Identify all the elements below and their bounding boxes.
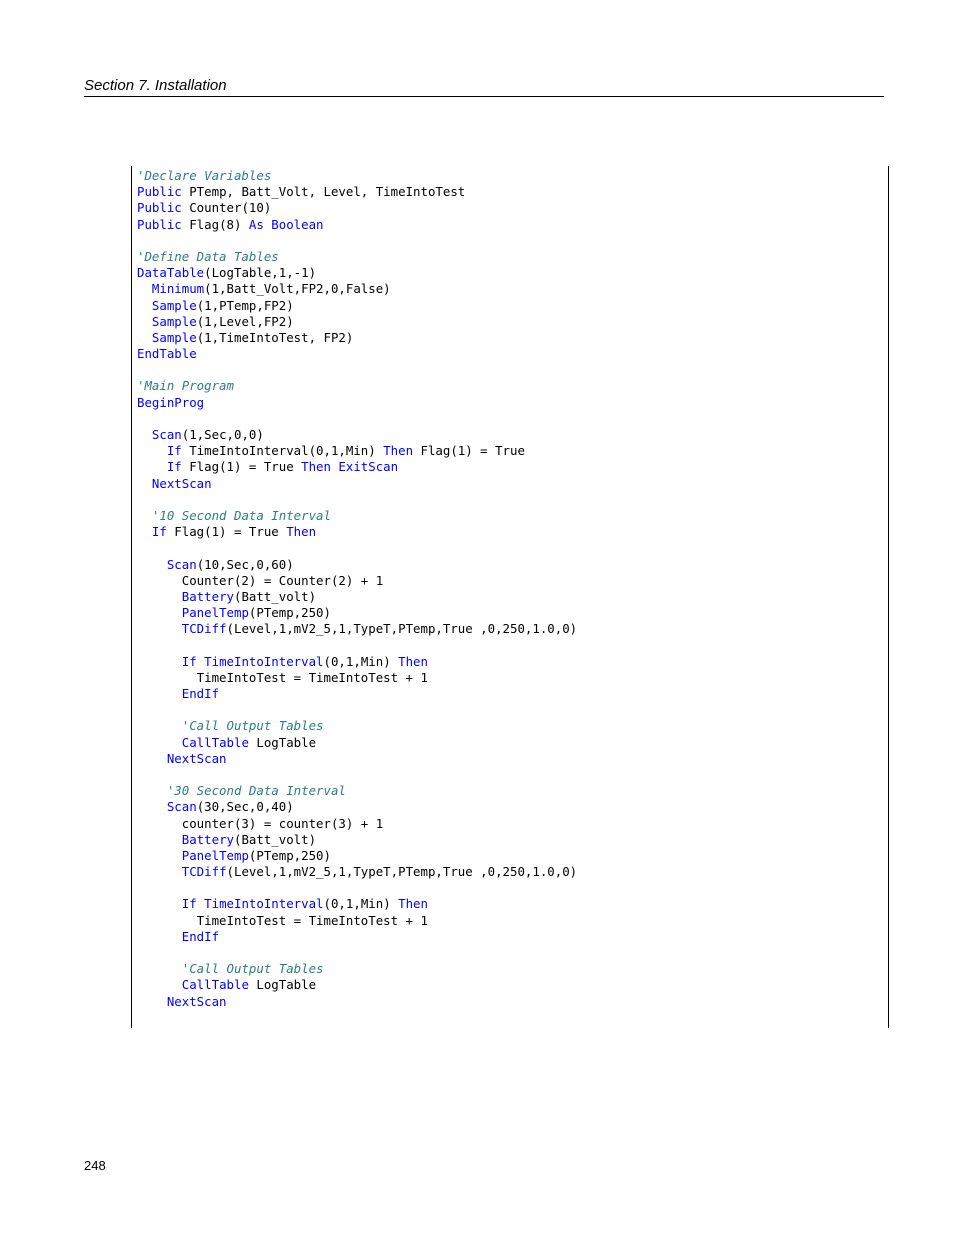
code-line: [137, 929, 577, 945]
code-keyword: Public: [137, 216, 182, 232]
code-keyword: If: [181, 653, 197, 669]
code-line: [137, 476, 577, 492]
code-keyword: If: [166, 443, 182, 459]
code-text: [137, 686, 182, 701]
code-text: [137, 832, 182, 847]
code-text: [137, 557, 167, 572]
code-text: [137, 621, 182, 636]
code-listing-box: [131, 166, 889, 1028]
code-line: [137, 314, 577, 330]
code-text: [137, 298, 152, 313]
code-line: [137, 637, 577, 653]
code-text: (PTemp,250): [248, 847, 331, 863]
page-header: [84, 76, 884, 97]
code-line: [137, 994, 577, 1010]
code-line: [137, 184, 577, 200]
code-keyword: As Boolean: [248, 216, 324, 232]
code-keyword: Scan: [166, 799, 197, 815]
code-text: Flag(1) = True: [166, 524, 287, 540]
code-text: TimeIntoInterval(0,1,Min): [181, 443, 384, 459]
code-text: [137, 330, 152, 345]
code-line: [137, 654, 577, 670]
code-text: TimeIntoTest = TimeIntoTest + 1: [137, 912, 428, 928]
code-line: [137, 378, 577, 394]
code-line: [137, 767, 577, 783]
code-text: (Batt_volt): [233, 831, 317, 847]
code-line: [137, 605, 577, 621]
code-line: [137, 427, 577, 443]
code-text: counter(3) = counter(3) + 1: [137, 815, 384, 831]
code-line: [137, 298, 577, 314]
code-text: [137, 589, 182, 604]
code-line: [137, 557, 577, 573]
code-text: (1,PTemp,FP2): [196, 297, 294, 313]
code-keyword: TimeIntoInterval: [204, 653, 324, 669]
code-line: [137, 718, 577, 734]
code-keyword: CallTable: [181, 977, 249, 993]
code-keyword: Then: [286, 524, 317, 540]
code-text: (Batt_volt): [233, 588, 317, 604]
code-keyword: NextScan: [151, 475, 212, 491]
code-text: (10,Sec,0,60): [196, 556, 294, 572]
code-text: [137, 735, 182, 750]
code-line: [137, 880, 577, 896]
code-comment: 'Declare Variables: [137, 168, 272, 183]
code-keyword: If: [181, 896, 197, 912]
code-text: [137, 459, 167, 474]
code-keyword: Then: [398, 896, 428, 912]
code-text: [137, 427, 152, 442]
code-line: [137, 459, 577, 475]
code-line: [137, 702, 577, 718]
code-text: (PTemp,250): [248, 605, 331, 621]
code-keyword: Public: [137, 184, 182, 200]
code-line: [137, 395, 577, 411]
code-text: (0,1,Min): [323, 653, 399, 669]
code-line: [137, 249, 577, 265]
code-line: [137, 330, 577, 346]
code-text: [137, 799, 167, 814]
code-keyword: Minimum: [151, 281, 205, 297]
code-text: [137, 476, 152, 491]
code-keyword: Then ExitScan: [301, 459, 399, 475]
page-number: 248: [84, 1158, 106, 1173]
code-line: [137, 913, 577, 929]
code-text: [137, 281, 152, 296]
code-line: [137, 573, 577, 589]
code-text: [137, 718, 182, 733]
code-keyword: Sample: [151, 329, 197, 345]
code-line: [137, 233, 577, 249]
code-keyword: Battery: [181, 831, 234, 847]
code-text: [137, 994, 167, 1009]
code-keyword: PanelTemp: [181, 605, 249, 621]
code-text: TimeIntoTest = TimeIntoTest + 1: [137, 669, 428, 685]
code-line: [137, 265, 577, 281]
code-line: [137, 670, 577, 686]
code-text: [137, 508, 152, 523]
code-keyword: PanelTemp: [181, 847, 249, 863]
code-comment: '10 Second Data Interval: [151, 507, 331, 523]
code-line: [137, 411, 577, 427]
code-keyword: TimeIntoInterval: [204, 896, 324, 912]
code-comment: 'Call Output Tables: [181, 961, 324, 977]
code-line: [137, 508, 577, 524]
code-text: [137, 605, 182, 620]
code-text: (30,Sec,0,40): [196, 799, 294, 815]
code-keyword: DataTable: [137, 265, 205, 281]
code-keyword: NextScan: [166, 993, 227, 1009]
code-text: [137, 929, 182, 944]
code-comment: 'Call Output Tables: [181, 718, 324, 734]
code-text: (0,1,Min): [323, 896, 399, 912]
code-listing: [137, 168, 577, 1010]
code-text: (1,Level,FP2): [196, 313, 294, 329]
code-line: [137, 735, 577, 751]
code-keyword: If: [151, 524, 167, 540]
code-line: [137, 751, 577, 767]
code-line: [137, 443, 577, 459]
code-keyword: CallTable: [181, 734, 249, 750]
section-title: Section 7. Installation: [84, 77, 227, 94]
code-text: (LogTable,1,-1): [204, 265, 317, 281]
code-text: Flag(1) = True: [181, 459, 302, 475]
code-keyword: NextScan: [166, 750, 227, 766]
code-line: [137, 346, 577, 362]
code-comment: 'Main Program: [137, 378, 234, 394]
code-line: [137, 816, 577, 832]
code-text: [137, 848, 182, 863]
code-line: [137, 945, 577, 961]
code-line: [137, 621, 577, 637]
code-line: [137, 848, 577, 864]
code-text: [137, 864, 182, 879]
code-text: [137, 896, 182, 911]
code-keyword: If: [166, 459, 182, 475]
code-keyword: Then: [398, 653, 428, 669]
code-line: [137, 977, 577, 993]
code-keyword: Sample: [151, 313, 197, 329]
code-text: [137, 977, 182, 992]
code-line: [137, 524, 577, 540]
code-text: [137, 961, 182, 976]
code-line: [137, 961, 577, 977]
code-line: [137, 832, 577, 848]
code-text: [137, 654, 182, 669]
code-text: [137, 783, 167, 798]
code-text: LogTable: [248, 977, 317, 993]
code-text: Flag(8): [181, 216, 249, 232]
code-line: [137, 281, 577, 297]
code-keyword: EndTable: [137, 346, 197, 362]
code-keyword: Scan: [151, 427, 182, 442]
code-line: [137, 896, 577, 912]
code-line: [137, 799, 577, 815]
code-line: [137, 864, 577, 880]
code-line: [137, 168, 577, 184]
code-keyword: BeginProg: [137, 394, 205, 410]
code-keyword: TCDiff: [181, 864, 227, 880]
code-text: [137, 751, 167, 766]
code-text: (1,Batt_Volt,FP2,0,False): [204, 281, 391, 297]
code-line: [137, 540, 577, 556]
code-keyword: Then: [383, 443, 414, 459]
code-line: [137, 217, 577, 233]
code-keyword: EndIf: [181, 686, 220, 701]
code-line: [137, 686, 577, 702]
code-line: [137, 200, 577, 216]
code-text: (1,TimeIntoTest, FP2): [196, 329, 354, 345]
code-text: [137, 524, 152, 539]
code-line: [137, 492, 577, 508]
code-text: (Level,1,mV2_5,1,TypeT,PTemp,True ,0,250,1.0,0): [226, 621, 578, 637]
code-text: (1,Sec,0,0): [181, 427, 264, 442]
code-line: [137, 783, 577, 799]
code-line: [137, 362, 577, 378]
code-text: (Level,1,mV2_5,1,TypeT,PTemp,True ,0,250,1.0,0): [226, 864, 578, 880]
code-line: [137, 589, 577, 605]
code-text: [137, 443, 167, 458]
code-keyword: Public: [137, 200, 182, 216]
code-comment: 'Define Data Tables: [137, 248, 279, 264]
code-text: Flag(1) = True: [413, 443, 525, 459]
code-text: Counter(10): [181, 200, 272, 216]
code-text: [137, 314, 152, 329]
code-keyword: TCDiff: [181, 621, 227, 637]
code-keyword: Scan: [166, 556, 197, 572]
code-text: LogTable: [248, 734, 317, 750]
code-comment: '30 Second Data Interval: [166, 783, 346, 799]
code-text: PTemp, Batt_Volt, Level, TimeIntoTest: [181, 184, 466, 200]
code-text: Counter(2) = Counter(2) + 1: [137, 572, 384, 588]
code-keyword: Battery: [181, 588, 234, 604]
code-keyword: Sample: [151, 297, 197, 313]
code-keyword: EndIf: [181, 928, 220, 944]
